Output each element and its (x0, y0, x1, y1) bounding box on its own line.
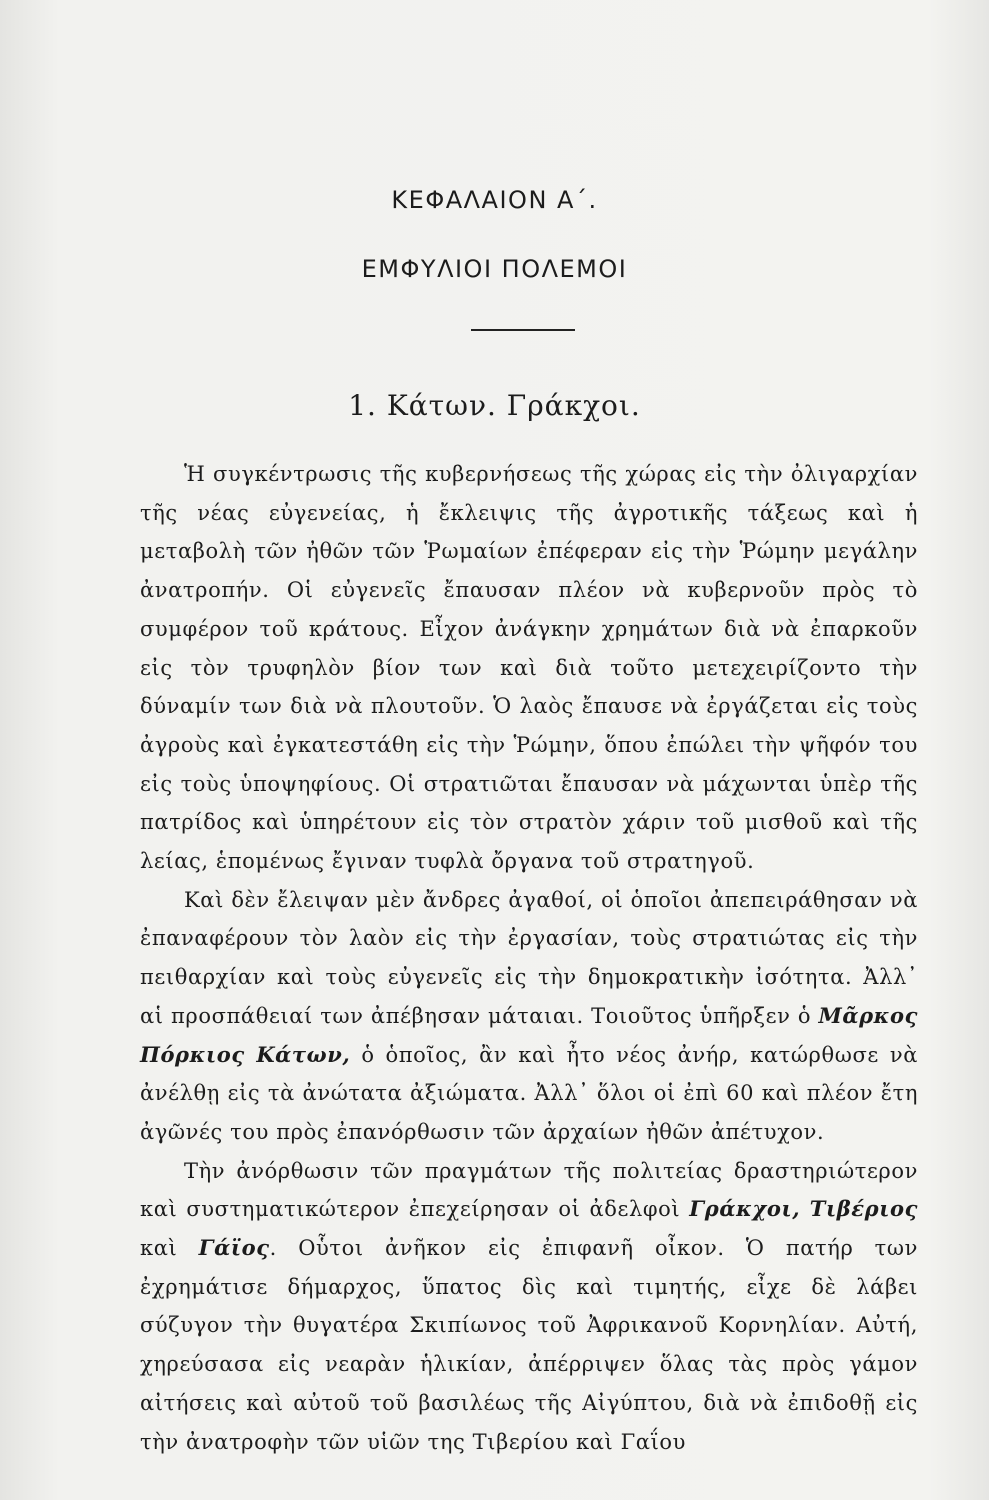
section-heading: 1. Κάτων. Γράκχοι. (348, 389, 641, 422)
paragraph-2 (140, 881, 918, 1152)
name-gaius: Γάϊος (198, 1235, 270, 1261)
name-marcus-porcius-cato: Μᾶρκος Πόρκιος Κάτων, (140, 1002, 918, 1067)
body-text (140, 455, 918, 1461)
paragraph-3 (140, 1152, 918, 1462)
heading-divider (471, 329, 575, 331)
paragraph-1: Ἡ συγκέντρωσις τῆς κυβερνήσεως τῆς χώρας εἰς τὴν ὀλιγαρχίαν τῆς νέας εὐγενείας, ἡ ἔκλειψις τῆς ἀγροτικῆς τάξεως καὶ ἡ μεταβολὴ τῶν ἠθῶν τῶν Ῥωμαίων ἐπέφεραν εἰς τὴν Ῥώμην μεγάλην ἀνατροπήν. Οἱ εὐγενεῖς ἔπαυσαν πλέον νὰ κυβερνοῦν πρὸς τὸ συμφέρον τοῦ κράτους. Εἶχον ἀνάγκην χρημάτων διὰ νὰ ἐπαρκοῦν εἰς τὸν τρυφηλὸν βίον των καὶ διὰ τοῦτο μετεχειρίζοντο τὴν δύναμίν των διὰ νὰ πλουτοῦν. Ὁ λαὸς ἔπαυσε νὰ ἐργάζεται εἰς τοὺς ἀγροὺς καὶ ἐγκατεστάθη εἰς τὴν Ῥώμην, ὅπου ἐπώλει τὴν ψῆφόν του εἰς τοὺς ὑποψηφίους. Οἱ στρατιῶται ἔπαυσαν νὰ μάχωνται ὑπὲρ τῆς πατρίδος καὶ ὑπηρέτουν εἰς τὸν στρατὸν χάριν τοῦ μισθοῦ καὶ τῆς λείας, ἑπομένως ἔγιναν τυφλὰ ὄργανα τοῦ στρατηγοῦ. (140, 462, 918, 874)
chapter-title: ΕΜΦΥΛΙΟΙ ΠΟΛΕΜΟΙ (361, 255, 628, 283)
paragraph-2-text-before: Καὶ δὲν ἔλειψαν μὲν ἄνδρες ἀγαθοί, οἱ ὁποῖοι ἀπεπειράθησαν νὰ ἐπαναφέρουν τὸν λαὸν εἰς τὴν ἐργασίαν, τοὺς στρατιώτας εἰς τὴν πειθαρχίαν καὶ τοὺς εὐγενεῖς εἰς τὴν δημοκρατικὴν ἰσότητα. Ἀλλ᾿ αἱ προσπάθειαί των ἀπέβησαν μάταιαι. Τοιοῦτος ὑπῆρξεν ὁ (140, 887, 918, 1028)
paragraph-3-text-before: Τὴν ἀνόρθωσιν τῶν πραγμάτων τῆς πολιτείας δραστηριώτερον καὶ συστηματικώτερον ἐπεχείρησαν οἱ ἀδελφοὶ (140, 1158, 918, 1222)
name-gracchi-tiberius: Γράκχοι, Τιβέριος (689, 1196, 918, 1222)
paragraph-3-text-after: . Οὗτοι ἀνῆκον εἰς ἐπιφανῆ οἶκον. Ὁ πατήρ των ἐχρημάτισε δήμαρχος, ὕπατος δὶς καὶ τιμητής, εἶχε δὲ λάβει σύζυγον τὴν θυγατέρα Σκιπίωνος τοῦ Ἀφρικανοῦ Κορνηλίαν. Αὐτή, χηρεύσασα εἰς νεαρὰν ἡλικίαν, ἀπέρριψεν ὅλας τὰς πρὸς γάμον αἰτήσεις καὶ αὐτοῦ τοῦ βασιλέως τῆς Αἰγύπτου, διὰ νὰ ἐπιδοθῇ εἰς τὴν ἀνατροφὴν τῶν υἱῶν της Τιβερίου καὶ Γαΐου (140, 1236, 918, 1454)
paragraph-2-text-after: ὁ ὁποῖος, ἂν καὶ ἦτο νέος ἀνήρ, κατώρθωσε νὰ ἀνέλθῃ εἰς τὰ ἀνώτατα ἀξιώματα. Ἀλλ᾿ ὅλοι οἱ ἐπὶ 60 καὶ πλέον ἔτη ἀγῶνές του πρὸς ἐπανόρθωσιν τῶν ἀρχαίων ἠθῶν ἀπέτυχον. (140, 1042, 919, 1144)
paragraph-3-text-mid: καὶ (140, 1236, 199, 1261)
chapter-label: ΚΕΦΑΛΑΙΟΝ Α΄. (391, 186, 598, 214)
